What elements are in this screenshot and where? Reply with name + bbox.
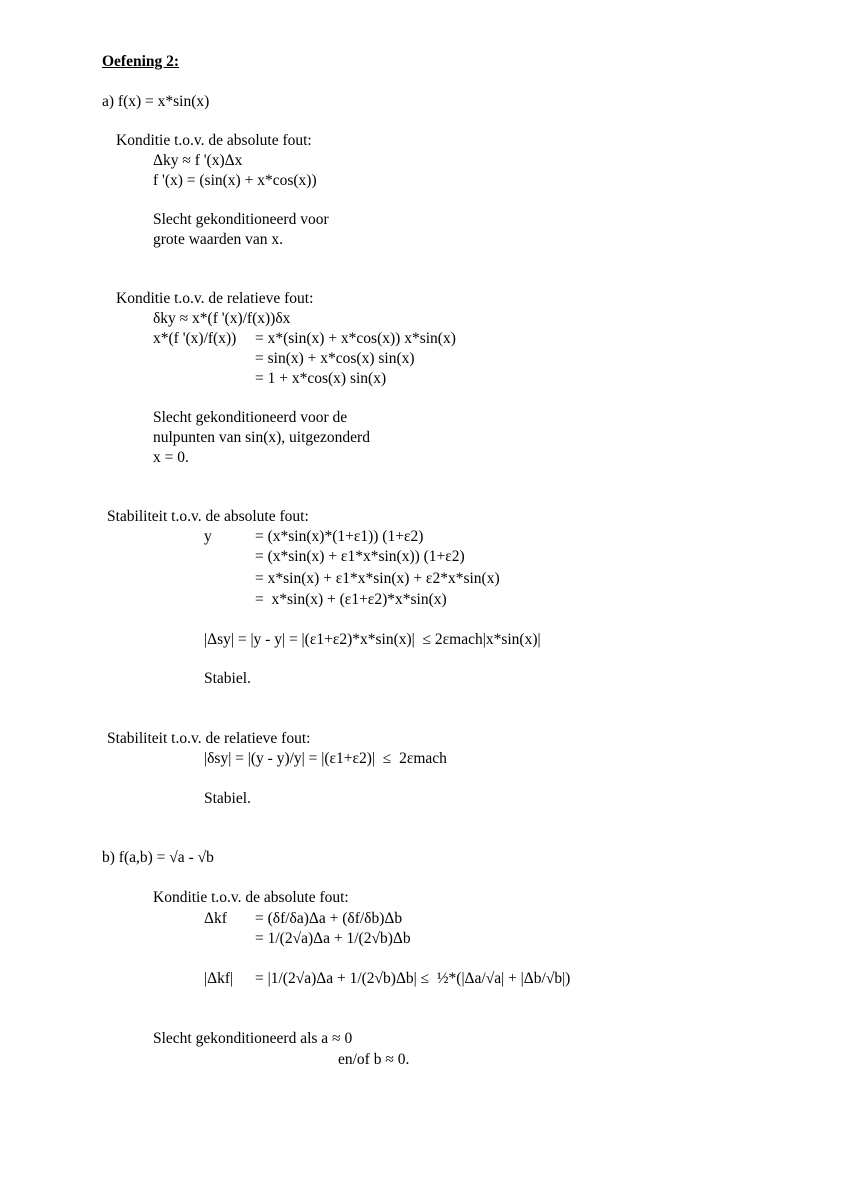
stab-rel-delta: |δsy| = |(y - y)/y| = |(ε1+ε2)| ≤ 2εmach xyxy=(204,750,447,767)
b-conclusion-1: Slecht gekonditioneerd als a ≈ 0 xyxy=(153,1030,353,1047)
kond-rel-line-4: = 1 + x*cos(x) sin(x) xyxy=(255,370,387,387)
stab-rel-heading: Stabiliteit t.o.v. de relatieve fout: xyxy=(107,730,311,747)
kond-abs-heading: Konditie t.o.v. de absolute fout: xyxy=(116,132,312,149)
kond-rel-conclusion-3: x = 0. xyxy=(153,449,189,466)
stab-abs-line-4: = x*sin(x) + (ε1+ε2)*x*sin(x) xyxy=(255,591,447,608)
kond-rel-conclusion-2: nulpunten van sin(x), uitgezonderd xyxy=(153,429,370,446)
b-kond-abs-rhs-1: = (δf/δa)Δa + (δf/δb)Δb xyxy=(255,910,403,927)
stab-abs-line-1: = (x*sin(x)*(1+ε1)) (1+ε2) xyxy=(255,528,424,545)
kond-abs-line-1: Δky ≈ f '(x)Δx xyxy=(153,152,243,169)
stab-abs-conclusion: Stabiel. xyxy=(204,670,251,687)
stab-abs-line-3: = x*sin(x) + ε1*x*sin(x) + ε2*x*sin(x) xyxy=(255,570,500,587)
b-kond-abs-heading: Konditie t.o.v. de absolute fout: xyxy=(153,889,349,906)
kond-abs-conclusion-2: grote waarden van x. xyxy=(153,231,283,248)
kond-rel-line-1: δky ≈ x*(f '(x)/f(x))δx xyxy=(153,310,291,327)
b-conclusion-2: en/of b ≈ 0. xyxy=(338,1051,410,1068)
kond-rel-line-2-lhs: x*(f '(x)/f(x)) xyxy=(153,330,237,347)
part-b-heading: b) f(a,b) = √a - √b xyxy=(102,849,214,866)
b-kond-abs-rhs-3: = |1/(2√a)Δa + 1/(2√b)Δb| ≤ ½*(|Δa/√a| + |Δb/√b|) xyxy=(255,970,571,987)
stab-rel-conclusion: Stabiel. xyxy=(204,790,251,807)
stab-abs-heading: Stabiliteit t.o.v. de absolute fout: xyxy=(107,508,309,525)
part-a-heading: a) f(x) = x*sin(x) xyxy=(102,93,210,110)
exercise-title: Oefening 2: xyxy=(102,53,180,70)
b-kond-abs-rhs-2: = 1/(2√a)Δa + 1/(2√b)Δb xyxy=(255,930,411,947)
b-kond-abs-lhs-3: |Δkf| xyxy=(204,970,234,987)
kond-abs-line-2: f '(x) = (sin(x) + x*cos(x)) xyxy=(153,172,317,189)
kond-abs-conclusion-1: Slecht gekonditioneerd voor xyxy=(153,211,329,228)
kond-rel-line-3: = sin(x) + x*cos(x) sin(x) xyxy=(255,350,415,367)
b-kond-abs-lhs-1: Δkf xyxy=(204,910,227,927)
kond-rel-heading: Konditie t.o.v. de relatieve fout: xyxy=(116,290,314,307)
stab-abs-line-2: = (x*sin(x) + ε1*x*sin(x)) (1+ε2) xyxy=(255,548,465,565)
kond-rel-conclusion-1: Slecht gekonditioneerd voor de xyxy=(153,409,348,426)
stab-abs-delta: |Δsy| = |y - y| = |(ε1+ε2)*x*sin(x)| ≤ 2εmach|x*sin(x)| xyxy=(204,631,541,648)
kond-rel-line-2-rhs: = x*(sin(x) + x*cos(x)) x*sin(x) xyxy=(255,330,456,347)
stab-abs-y-label: y xyxy=(204,528,212,545)
